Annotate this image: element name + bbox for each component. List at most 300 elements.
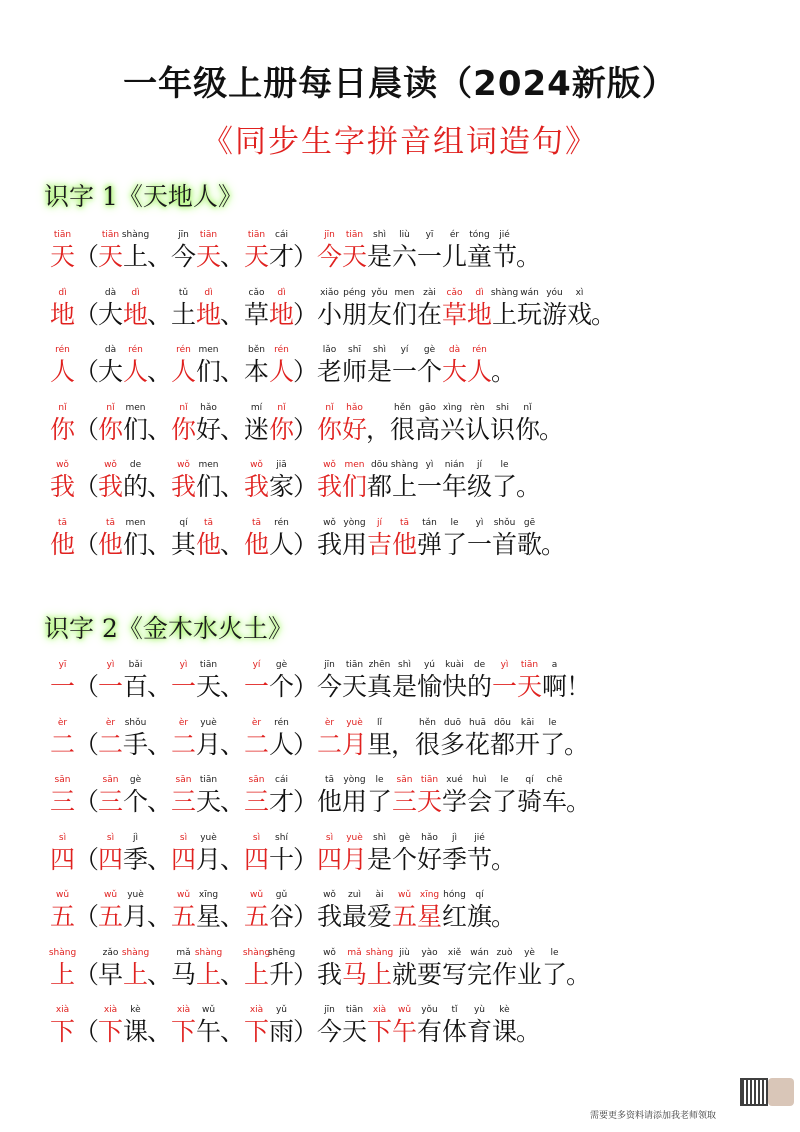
pinyin: tǐ bbox=[451, 1005, 458, 1015]
hanzi: 地 bbox=[123, 299, 149, 329]
hanzi: 百 bbox=[123, 672, 149, 701]
pinyin: nǐ bbox=[277, 402, 286, 413]
character-cell bbox=[392, 518, 417, 560]
character-cell bbox=[467, 288, 492, 330]
character-cell bbox=[492, 518, 517, 560]
character-cell bbox=[244, 345, 269, 387]
hanzi: 人 bbox=[50, 357, 76, 386]
hanzi: 他 bbox=[317, 787, 343, 816]
pinyin: yòng bbox=[343, 775, 366, 785]
sentence-row bbox=[50, 385, 563, 445]
character-cell bbox=[123, 890, 148, 932]
character-cell bbox=[342, 345, 367, 387]
hanzi: 下 bbox=[98, 1017, 124, 1046]
pinyin: sān bbox=[175, 775, 192, 785]
pinyin: yì bbox=[500, 660, 509, 670]
hanzi: 师 bbox=[342, 357, 368, 386]
pinyin: xiǎo bbox=[320, 287, 339, 298]
sentence-row bbox=[50, 757, 590, 817]
hanzi: （ bbox=[74, 357, 100, 386]
pinyin: le bbox=[500, 460, 509, 470]
character-cell bbox=[492, 660, 517, 702]
pinyin: yǒu bbox=[421, 1005, 438, 1015]
character-cell bbox=[221, 660, 244, 702]
character-cell bbox=[148, 948, 171, 990]
pinyin: le bbox=[450, 517, 459, 528]
hanzi: 天 bbox=[342, 242, 368, 271]
character-cell bbox=[294, 460, 317, 502]
character-cell bbox=[342, 890, 367, 932]
character-cell bbox=[415, 403, 440, 445]
character-cell bbox=[392, 833, 417, 875]
character-cell bbox=[417, 948, 442, 990]
hanzi: 四 bbox=[317, 844, 343, 874]
hanzi: 、 bbox=[147, 529, 173, 559]
hanzi: 上 bbox=[367, 959, 393, 989]
character-cell bbox=[196, 775, 221, 817]
hanzi: 午 bbox=[196, 1017, 222, 1046]
character-cell bbox=[244, 660, 269, 702]
pinyin: shàng bbox=[121, 230, 150, 240]
pinyin: rén bbox=[274, 517, 289, 528]
character-cell bbox=[417, 230, 442, 272]
character-cell bbox=[367, 403, 390, 445]
character-cell bbox=[244, 948, 269, 990]
hanzi: 三 bbox=[244, 787, 270, 816]
character-cell bbox=[244, 775, 269, 817]
hanzi: ） bbox=[293, 299, 319, 329]
character-cell bbox=[75, 345, 98, 387]
character-cell bbox=[171, 948, 196, 990]
pinyin: jīn bbox=[324, 230, 335, 240]
pinyin: tā bbox=[399, 517, 410, 528]
pinyin: dì bbox=[204, 287, 213, 298]
pinyin: le bbox=[375, 775, 384, 785]
hanzi: 个 bbox=[392, 844, 418, 874]
hanzi: 我 bbox=[317, 472, 343, 501]
hanzi: 星 bbox=[196, 902, 222, 931]
character-cell bbox=[148, 1005, 171, 1047]
character-cell bbox=[269, 230, 294, 272]
hanzi: （ bbox=[74, 902, 100, 931]
character-cell bbox=[517, 230, 540, 272]
character-cell bbox=[196, 460, 221, 502]
character-cell bbox=[269, 288, 294, 330]
character-cell bbox=[367, 288, 392, 330]
hanzi: 手 bbox=[123, 729, 149, 759]
pinyin: huā bbox=[469, 717, 486, 728]
hanzi: 的 bbox=[123, 472, 149, 501]
pinyin: qí bbox=[475, 890, 484, 900]
hanzi: 朋 bbox=[342, 299, 368, 329]
character-cell bbox=[196, 948, 221, 990]
hanzi: 我 bbox=[317, 529, 343, 559]
hanzi: 。 bbox=[516, 472, 542, 501]
character-cell bbox=[221, 1005, 244, 1047]
hanzi: 是 bbox=[367, 242, 393, 271]
hanzi: 、 bbox=[220, 844, 246, 874]
character-cell bbox=[269, 460, 294, 502]
character-cell bbox=[317, 345, 342, 387]
character-cell bbox=[221, 288, 244, 330]
pinyin: shi bbox=[496, 402, 509, 413]
character-cell bbox=[342, 518, 367, 560]
character-cell bbox=[123, 833, 148, 875]
character-cell bbox=[517, 288, 542, 330]
hanzi: 土 bbox=[171, 299, 197, 329]
hanzi: ） bbox=[293, 472, 319, 501]
pinyin: men bbox=[344, 460, 365, 470]
hanzi: 午 bbox=[392, 1017, 418, 1046]
hanzi: 老 bbox=[317, 357, 343, 386]
pinyin: jié bbox=[499, 230, 510, 240]
hanzi: 天 bbox=[417, 787, 443, 816]
hanzi: （ bbox=[74, 414, 100, 444]
pinyin: mǎ bbox=[347, 947, 362, 958]
hanzi: 上 bbox=[123, 242, 149, 271]
hanzi: ！ bbox=[566, 672, 592, 701]
hanzi: 啊 bbox=[542, 672, 568, 701]
pinyin: yuè bbox=[200, 717, 217, 728]
pinyin: jīn bbox=[324, 660, 335, 670]
pinyin: yǒu bbox=[371, 287, 388, 298]
pinyin: ér bbox=[449, 230, 460, 240]
hanzi: 他 bbox=[98, 529, 124, 559]
pinyin: cǎo bbox=[446, 287, 463, 298]
character-cell bbox=[442, 288, 467, 330]
sentence-row bbox=[50, 442, 540, 502]
character-cell bbox=[467, 948, 492, 990]
character-cell bbox=[467, 518, 492, 560]
character-cell bbox=[417, 660, 442, 702]
hanzi: 我 bbox=[244, 472, 270, 501]
pinyin: tóng bbox=[469, 230, 490, 240]
pinyin: nǐ bbox=[106, 402, 115, 413]
hanzi: ） bbox=[293, 729, 319, 759]
character-cell bbox=[442, 230, 467, 272]
character-cell bbox=[442, 518, 467, 560]
character-cell bbox=[75, 833, 98, 875]
hanzi: 一 bbox=[417, 472, 443, 501]
character-cell bbox=[392, 948, 417, 990]
character-cell bbox=[75, 518, 98, 560]
character-cell bbox=[75, 948, 98, 990]
pinyin: dì bbox=[277, 287, 286, 298]
character-cell bbox=[148, 345, 171, 387]
hanzi: ） bbox=[293, 529, 319, 559]
character-cell bbox=[467, 890, 492, 932]
hanzi: 、 bbox=[220, 959, 246, 989]
hanzi: （ bbox=[74, 299, 100, 329]
character-cell bbox=[517, 1005, 540, 1047]
character-cell bbox=[221, 833, 244, 875]
pinyin: hǎo bbox=[421, 832, 438, 843]
pinyin: cái bbox=[275, 230, 288, 240]
character-cell bbox=[540, 718, 565, 760]
pinyin: tiān bbox=[101, 230, 120, 240]
character-cell bbox=[171, 230, 196, 272]
pinyin: shì bbox=[373, 230, 386, 240]
character-cell bbox=[490, 718, 515, 760]
character-cell bbox=[171, 833, 196, 875]
character-cell bbox=[492, 775, 517, 817]
character-cell bbox=[123, 345, 148, 387]
pinyin: yǔ bbox=[275, 1005, 288, 1015]
hanzi: 五 bbox=[98, 902, 124, 931]
character-cell bbox=[196, 718, 221, 760]
character-cell bbox=[367, 833, 392, 875]
hanzi: 、 bbox=[220, 1017, 246, 1046]
pinyin: liù bbox=[399, 230, 410, 240]
pinyin: zǎo bbox=[102, 947, 119, 958]
pinyin: sān bbox=[396, 775, 413, 785]
hanzi: 。 bbox=[491, 902, 517, 931]
pinyin: yòng bbox=[343, 517, 366, 528]
pinyin: yì bbox=[425, 460, 434, 470]
hanzi: ， bbox=[366, 414, 392, 444]
hanzi: 天 bbox=[342, 1017, 368, 1046]
pinyin: men bbox=[198, 345, 219, 355]
character-cell bbox=[465, 403, 490, 445]
hanzi: 花 bbox=[465, 729, 491, 759]
hanzi: 一 bbox=[171, 672, 197, 701]
character-cell bbox=[294, 1005, 317, 1047]
character-cell bbox=[540, 403, 563, 445]
character-cell bbox=[98, 403, 123, 445]
hanzi: 、 bbox=[147, 959, 173, 989]
hanzi: （ bbox=[74, 672, 100, 701]
hanzi: 们 bbox=[123, 529, 149, 559]
page-title: 一年级上册每日晨读（2024新版） bbox=[123, 64, 677, 104]
character-cell bbox=[148, 775, 171, 817]
hanzi: 是 bbox=[367, 357, 393, 386]
hanzi: 月 bbox=[342, 729, 368, 759]
hanzi: 今 bbox=[317, 672, 343, 701]
hanzi: （ bbox=[74, 472, 100, 501]
hanzi: 迷 bbox=[244, 414, 270, 444]
character-cell bbox=[467, 230, 492, 272]
section-heading: 识字 2《金木水火土》 bbox=[44, 614, 293, 643]
pinyin: zuì bbox=[348, 890, 361, 900]
pinyin: wǔ bbox=[249, 890, 264, 900]
pinyin: dà bbox=[104, 345, 117, 355]
hanzi: 本 bbox=[244, 357, 270, 386]
pinyin: men bbox=[125, 402, 146, 413]
character-cell bbox=[367, 1005, 392, 1047]
hanzi: 二 bbox=[50, 729, 76, 759]
character-cell bbox=[123, 518, 148, 560]
pinyin: wǒ bbox=[323, 947, 336, 958]
hanzi: 了 bbox=[367, 787, 393, 816]
character-cell bbox=[317, 890, 342, 932]
pinyin: yì bbox=[475, 517, 484, 528]
character-cell bbox=[467, 775, 492, 817]
character-cell bbox=[196, 660, 221, 702]
hanzi: 业 bbox=[517, 959, 543, 989]
character-cell bbox=[390, 403, 415, 445]
character-cell bbox=[465, 718, 490, 760]
pinyin: nǐ bbox=[325, 402, 334, 413]
pinyin: xià bbox=[55, 1005, 70, 1015]
pinyin: yào bbox=[421, 947, 438, 958]
pinyin: xià bbox=[372, 1005, 387, 1015]
hanzi: 大 bbox=[98, 299, 124, 329]
hanzi: 好 bbox=[196, 414, 222, 444]
pinyin: sì bbox=[58, 832, 67, 843]
hanzi: 识 bbox=[490, 414, 516, 444]
character-cell bbox=[417, 890, 442, 932]
hanzi: 下 bbox=[171, 1017, 197, 1046]
hanzi: 人 bbox=[269, 357, 295, 386]
hanzi: 他 bbox=[244, 529, 270, 559]
character-cell bbox=[342, 775, 367, 817]
pinyin: gǔ bbox=[275, 890, 288, 900]
pinyin: dōu bbox=[371, 460, 388, 470]
character-cell bbox=[171, 288, 196, 330]
character-cell bbox=[148, 660, 171, 702]
hanzi: 写 bbox=[442, 959, 468, 989]
pinyin: tiān bbox=[53, 230, 72, 240]
hanzi: 、 bbox=[147, 844, 173, 874]
character-cell bbox=[567, 288, 592, 330]
footer-note: 需要更多资料请添加我老师领取 bbox=[590, 1111, 717, 1121]
character-cell bbox=[75, 660, 98, 702]
character-cell bbox=[417, 1005, 442, 1047]
hanzi: 五 bbox=[50, 902, 76, 931]
hanzi: （ bbox=[74, 844, 100, 874]
character-cell bbox=[269, 833, 294, 875]
pinyin: wǒ bbox=[323, 517, 336, 528]
character-cell bbox=[517, 948, 542, 990]
hanzi: 。 bbox=[516, 242, 542, 271]
character-cell bbox=[317, 403, 342, 445]
pinyin: wǒ bbox=[56, 460, 69, 470]
character-cell bbox=[244, 718, 269, 760]
character-cell bbox=[392, 288, 417, 330]
hanzi: 地 bbox=[196, 299, 222, 329]
character-cell bbox=[294, 718, 317, 760]
character-cell bbox=[294, 660, 317, 702]
pinyin: men bbox=[198, 460, 219, 470]
pinyin: rén bbox=[55, 345, 70, 355]
pinyin: wǔ bbox=[201, 1005, 216, 1015]
pinyin: gē bbox=[523, 517, 536, 528]
pinyin: shì bbox=[373, 832, 386, 843]
character-cell bbox=[196, 518, 221, 560]
pinyin: sì bbox=[325, 832, 334, 843]
character-cell bbox=[75, 890, 98, 932]
character-cell bbox=[123, 1005, 148, 1047]
pinyin: yú bbox=[423, 660, 436, 670]
character-cell bbox=[50, 460, 75, 502]
hanzi: 在 bbox=[417, 299, 443, 329]
hanzi: 上 bbox=[492, 299, 518, 329]
hanzi: 我 bbox=[171, 472, 197, 501]
character-cell bbox=[515, 403, 540, 445]
character-cell bbox=[342, 460, 367, 502]
hanzi: 你 bbox=[98, 414, 124, 444]
hanzi: 首 bbox=[492, 529, 518, 559]
hanzi: ） bbox=[293, 787, 319, 816]
pinyin: rèn bbox=[470, 402, 485, 413]
character-cell bbox=[269, 948, 294, 990]
character-cell bbox=[171, 403, 196, 445]
hanzi: 、 bbox=[147, 357, 173, 386]
pinyin: wǒ bbox=[323, 460, 336, 470]
character-cell bbox=[565, 718, 588, 760]
character-cell bbox=[148, 230, 171, 272]
pinyin: xià bbox=[176, 1005, 191, 1015]
hanzi: 四 bbox=[98, 844, 124, 874]
hanzi: 四 bbox=[50, 844, 76, 874]
character-cell bbox=[317, 460, 342, 502]
pinyin: yuè bbox=[346, 832, 363, 843]
hanzi: 二 bbox=[171, 729, 197, 759]
pinyin: gè bbox=[398, 832, 411, 843]
character-cell bbox=[542, 948, 567, 990]
hanzi: 们 bbox=[123, 414, 149, 444]
hanzi: 月 bbox=[196, 844, 222, 874]
hanzi: 都 bbox=[490, 729, 516, 759]
hanzi: 完 bbox=[467, 959, 493, 989]
character-cell bbox=[392, 660, 417, 702]
pinyin: shàng bbox=[490, 287, 519, 298]
hanzi: （ bbox=[74, 787, 100, 816]
pinyin: tiān bbox=[199, 775, 218, 785]
hanzi: 你 bbox=[269, 414, 295, 444]
character-cell bbox=[294, 345, 317, 387]
character-cell bbox=[196, 345, 221, 387]
pinyin: xīng bbox=[198, 890, 219, 900]
hanzi: 二 bbox=[98, 729, 124, 759]
pinyin: nián bbox=[444, 460, 465, 470]
pinyin: jí bbox=[476, 460, 482, 470]
character-cell bbox=[367, 775, 392, 817]
character-cell bbox=[492, 1005, 517, 1047]
pinyin: tiān bbox=[345, 230, 364, 240]
pinyin: yí bbox=[252, 660, 261, 670]
hanzi: 、 bbox=[147, 787, 173, 816]
character-cell bbox=[98, 288, 123, 330]
hanzi: 玩 bbox=[517, 299, 543, 329]
character-cell bbox=[442, 775, 467, 817]
character-cell bbox=[148, 833, 171, 875]
hanzi: 快 bbox=[442, 672, 468, 701]
section-heading: 识字 1《天地人》 bbox=[44, 182, 243, 211]
character-cell bbox=[171, 518, 196, 560]
hanzi: 兴 bbox=[440, 414, 466, 444]
hanzi: 认 bbox=[465, 414, 491, 444]
hanzi: 一 bbox=[50, 672, 76, 701]
character-cell bbox=[171, 460, 196, 502]
character-cell bbox=[221, 403, 244, 445]
character-cell bbox=[367, 518, 392, 560]
hanzi: 十 bbox=[269, 844, 295, 874]
hanzi: 年 bbox=[442, 472, 468, 501]
hanzi: 你 bbox=[515, 414, 541, 444]
hanzi: 们 bbox=[392, 299, 418, 329]
character-cell bbox=[98, 833, 123, 875]
character-cell bbox=[342, 288, 367, 330]
sentence-row bbox=[50, 212, 540, 272]
pinyin: wǔ bbox=[397, 1005, 412, 1015]
pinyin: chē bbox=[546, 775, 563, 785]
character-cell bbox=[417, 518, 442, 560]
hanzi: 其 bbox=[171, 529, 197, 559]
pinyin: wǒ bbox=[323, 890, 336, 900]
hanzi: 上 bbox=[392, 472, 418, 501]
pinyin: wán bbox=[470, 947, 489, 958]
